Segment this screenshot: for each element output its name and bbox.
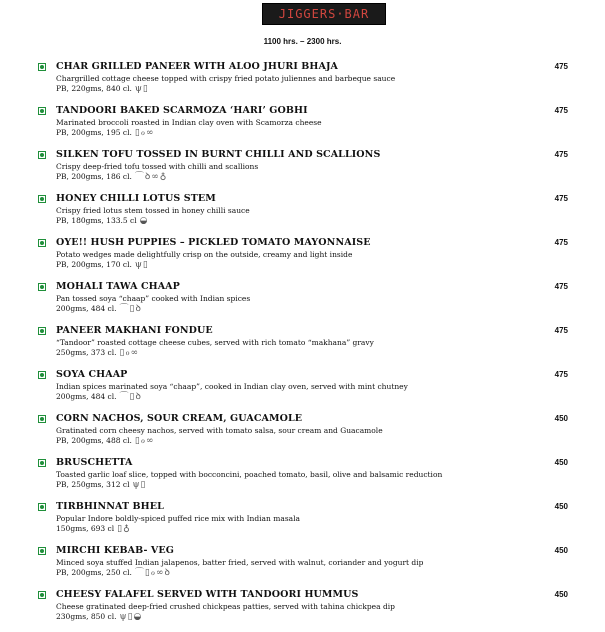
menu-item-description: Cheese gratinated deep-fried crushed chickpeas patties, served with tahina chickpea dip	[56, 602, 395, 611]
menu-item-name: TANDOORI BAKED SCARMOZA ‘HARI’ GOBHI	[56, 105, 308, 116]
menu-item	[38, 192, 568, 236]
menu-item-meta	[56, 216, 148, 225]
menu-item-meta	[56, 524, 131, 533]
menu-item-description: Potato wedges made delightfully crisp on the outside, creamy and light inside	[56, 250, 353, 259]
veg-indicator-icon	[38, 327, 46, 335]
menu-item-description: Crispy fried lotus stem tossed in honey chilli sauce	[56, 206, 250, 215]
wheat-icon: ψ	[119, 611, 127, 622]
veg-indicator-icon	[38, 283, 46, 291]
service-timing: 1100 hrs. – 2300 hrs.	[263, 37, 342, 46]
wheat-icon: ψ	[134, 83, 142, 94]
veg-indicator-icon	[38, 371, 46, 379]
menu-item-price: 450	[554, 458, 568, 467]
menu-item-price: 450	[554, 590, 568, 599]
chilli-icon: ⌒	[134, 171, 144, 182]
veg-indicator-icon	[38, 239, 46, 247]
menu-list	[38, 60, 568, 632]
allergen-icons	[135, 85, 149, 93]
veg-indicator-icon	[38, 591, 46, 599]
allergen-icons	[117, 525, 131, 533]
menu-item-price: 475	[554, 370, 568, 379]
veg-indicator-icon	[38, 547, 46, 555]
allergen-icons	[135, 437, 155, 445]
menu-item-price: 450	[554, 546, 568, 555]
menu-item	[38, 324, 568, 368]
menu-item	[38, 236, 568, 280]
allergen-icons	[120, 393, 142, 401]
wheat-icon: ψ	[134, 259, 142, 270]
honey-icon: ◒	[139, 215, 148, 226]
menu-item	[38, 280, 568, 324]
menu-item-description: Popular Indore boldly-spiced puffed rice mix with Indian masala	[56, 514, 301, 523]
milk-icon: ▯	[117, 523, 123, 534]
menu-item-price: 475	[554, 194, 568, 203]
menu-item-description: Crispy deep-fried tofu tossed with chilli and scallions	[56, 162, 259, 171]
peanut-icon: ∞	[145, 435, 154, 446]
sesame-bottle-icon: ♁	[123, 523, 130, 534]
menu-item-meta	[56, 568, 171, 577]
chilli-icon: ⌒	[134, 567, 144, 578]
nuts-icon: ℴ	[125, 347, 130, 358]
nuts-icon: ℴ	[150, 567, 155, 578]
veg-indicator-icon	[38, 63, 46, 71]
nuts-icon: ℴ	[140, 127, 145, 138]
menu-item	[38, 544, 568, 588]
menu-item-description: Pan tossed soya “chaap” cooked with Indian spices	[56, 294, 251, 303]
wheat-icon: ψ	[132, 479, 140, 490]
milk-icon: ▯	[144, 567, 150, 578]
nuts-icon: ℴ	[140, 435, 145, 446]
milk-icon: ▯	[134, 127, 140, 138]
menu-item-name: HONEY CHILLI LOTUS STEM	[56, 193, 216, 204]
soy-icon: ꝺ	[144, 171, 151, 182]
menu-item	[38, 368, 568, 412]
allergen-icons	[120, 613, 143, 621]
veg-indicator-icon	[38, 107, 46, 115]
menu-item-meta	[56, 392, 142, 401]
peanut-icon: ∞	[151, 171, 159, 182]
menu-item-portion: PB, 180gms, 133.5 cl	[56, 216, 137, 225]
allergen-icons	[135, 261, 149, 269]
peanut-icon: ∞	[156, 567, 164, 578]
menu-item-portion: 250gms, 373 cl.	[56, 348, 117, 357]
menu-item	[38, 104, 568, 148]
menu-item-meta	[56, 612, 142, 621]
menu-item-description: Toasted garlic loaf slice, topped with bocconcini, poached tomato, basil, olive and balsamic reduction	[56, 470, 443, 479]
menu-item-portion: 230gms, 850 cl.	[56, 612, 117, 621]
menu-item-name: SOYA CHAAP	[56, 369, 128, 380]
menu-item-meta	[56, 84, 149, 93]
menu-item-portion: PB, 200gms, 250 cl.	[56, 568, 132, 577]
menu-item-portion: PB, 200gms, 170 cl.	[56, 260, 132, 269]
menu-item-portion: PB, 250gms, 312 cl	[56, 480, 130, 489]
peanut-icon: ∞	[145, 127, 154, 138]
menu-item	[38, 148, 568, 192]
menu-item-name: CHAR GRILLED PANEER WITH ALOO JHURI BHAJA	[56, 61, 339, 72]
menu-item-price: 475	[554, 282, 568, 291]
allergen-icons	[132, 481, 146, 489]
menu-item-portion: PB, 200gms, 186 cl.	[56, 172, 132, 181]
menu-item-price: 450	[554, 414, 568, 423]
soy-icon: ꝺ	[164, 567, 170, 578]
menu-item	[38, 60, 568, 104]
menu-item-portion: 200gms, 484 cl.	[56, 304, 117, 313]
milk-icon: ▯	[129, 391, 135, 402]
veg-indicator-icon	[38, 151, 46, 159]
menu-item	[38, 500, 568, 544]
menu-item-name: TIRBHINNAT BHEL	[56, 501, 164, 512]
chilli-icon: ⌒	[119, 303, 129, 314]
allergen-icons	[135, 173, 168, 181]
menu-item-name: SILKEN TOFU TOSSED IN BURNT CHILLI AND SCALLIONS	[56, 149, 381, 160]
menu-item-name: BRUSCHETTA	[56, 457, 133, 468]
allergen-icons	[140, 217, 149, 225]
menu-item-price: 475	[554, 62, 568, 71]
veg-indicator-icon	[38, 459, 46, 467]
menu-item-name: CORN NACHOS, SOUR CREAM, GUACAMOLE	[56, 413, 303, 424]
menu-item-description: Minced soya stuffed Indian jalapenos, batter fried, served with walnut, coriander and yogurt dip	[56, 558, 424, 567]
menu-item-name: CHEESY FALAFEL SERVED WITH TANDOORI HUMMUS	[56, 589, 359, 600]
menu-item-meta	[56, 480, 147, 489]
menu-item-meta	[56, 260, 149, 269]
menu-item-meta	[56, 172, 167, 181]
menu-item	[38, 588, 568, 632]
menu-item-price: 475	[554, 326, 568, 335]
menu-item-description: Marinated broccoli roasted in Indian clay oven with Scamorza cheese	[56, 118, 322, 127]
menu-item-portion: 150gms, 693 cl	[56, 524, 115, 533]
peanut-icon: ∞	[130, 347, 139, 358]
chilli-icon: ⌒	[119, 391, 129, 402]
milk-icon: ▯	[129, 303, 135, 314]
veg-indicator-icon	[38, 195, 46, 203]
menu-item-portion: PB, 200gms, 488 cl.	[56, 436, 132, 445]
milk-icon: ▯	[140, 479, 146, 490]
allergen-icons	[135, 129, 155, 137]
menu-item-description: “Tandoor” roasted cottage cheese cubes, served with rich tomato “makhana” gravy	[56, 338, 374, 347]
sesame-bottle-icon: ♁	[159, 171, 167, 182]
menu-item-description: Chargrilled cottage cheese topped with crispy fried potato juliennes and barbeque sauce	[56, 74, 396, 83]
restaurant-logo: JIGGERS·BAR	[262, 3, 386, 25]
menu-item-price: 475	[554, 106, 568, 115]
honey-icon: ◒	[133, 611, 142, 622]
menu-item-meta	[56, 348, 139, 357]
menu-item-price: 475	[554, 238, 568, 247]
menu-item-name: MIRCHI KEBAB- VEG	[56, 545, 174, 556]
menu-item	[38, 412, 568, 456]
menu-item-meta	[56, 304, 142, 313]
menu-item-description: Gratinated corn cheesy nachos, served with tomato salsa, sour cream and Guacamole	[56, 426, 383, 435]
menu-item-name: MOHALI TAWA CHAAP	[56, 281, 180, 292]
milk-icon: ▯	[127, 611, 133, 622]
menu-item-description: Indian spices marinated soya “chaap”, cooked in Indian clay oven, served with mint chutney	[56, 382, 408, 391]
menu-item	[38, 456, 568, 500]
veg-indicator-icon	[38, 503, 46, 511]
soy-icon: ꝺ	[135, 391, 141, 402]
menu-item-name: OYE!! HUSH PUPPIES – PICKLED TOMATO MAYONNAISE	[56, 237, 371, 248]
milk-icon: ▯	[119, 347, 125, 358]
allergen-icons	[135, 569, 171, 577]
menu-item-portion: 200gms, 484 cl.	[56, 392, 117, 401]
allergen-icons	[120, 349, 140, 357]
milk-icon: ▯	[134, 435, 140, 446]
menu-item-price: 450	[554, 502, 568, 511]
milk-icon: ▯	[142, 259, 148, 270]
allergen-icons	[120, 305, 142, 313]
menu-item-portion: PB, 220gms, 840 cl.	[56, 84, 132, 93]
menu-item-price: 475	[554, 150, 568, 159]
menu-item-meta	[56, 436, 154, 445]
soy-icon: ꝺ	[135, 303, 141, 314]
menu-item-portion: PB, 200gms, 195 cl.	[56, 128, 132, 137]
milk-icon: ▯	[142, 83, 148, 94]
veg-indicator-icon	[38, 415, 46, 423]
menu-item-meta	[56, 128, 154, 137]
menu-item-name: PANEER MAKHANI FONDUE	[56, 325, 213, 336]
